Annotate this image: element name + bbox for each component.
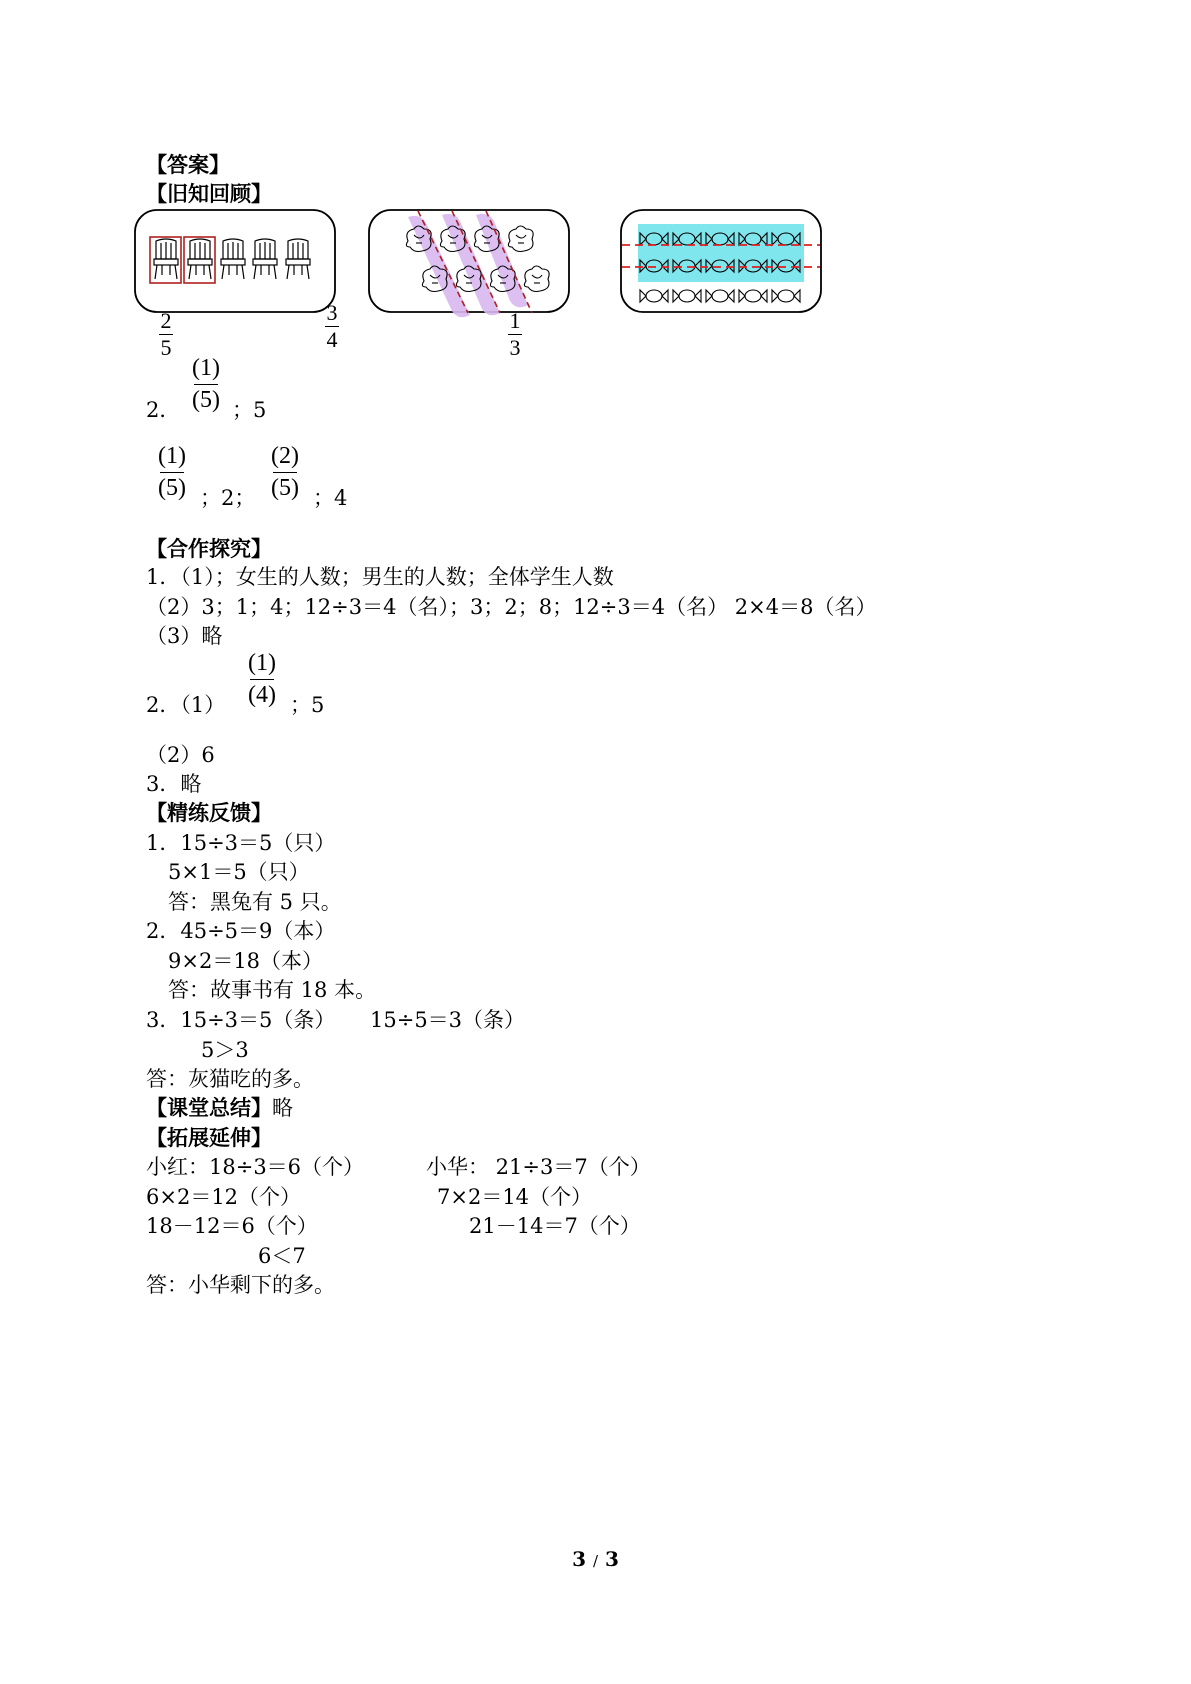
- explore-line-3: （3）略: [146, 624, 223, 648]
- heading-summary: 【课堂总结】: [146, 1096, 272, 1120]
- page-total: 3: [605, 1547, 619, 1571]
- practice-line: 15÷5＝3（条）: [370, 1008, 526, 1032]
- explore-line-4-fraction: (1) (4): [248, 650, 276, 708]
- extend-left-3: 18－12＝6（个）: [146, 1214, 318, 1238]
- heading-extend: 【拓展延伸】: [146, 1126, 272, 1150]
- practice-line: 5×1＝5（只）: [168, 860, 310, 884]
- review-q2b-fraction-2: (2) (5): [271, 443, 299, 501]
- extend-compare: 6＜7: [258, 1244, 306, 1268]
- review-q2b-fraction-1: (1) (5): [158, 443, 186, 501]
- practice-line: 1．15÷3＝5（只）: [146, 831, 336, 855]
- review-q2-fraction: (1) (5): [192, 355, 220, 413]
- practice-line: 答：故事书有 18 本。: [168, 978, 377, 1002]
- fraction-chairs-remaining: 3 4: [326, 300, 338, 352]
- practice-line: 2．45÷5＝9（本）: [146, 919, 336, 943]
- review-q2b-tail: ；4: [313, 486, 348, 510]
- fraction-chairs: 2 5: [160, 308, 172, 360]
- heading-answer: 【答案】: [146, 153, 230, 177]
- review-q2b-mid: ；2；: [200, 486, 256, 510]
- summary-tail: 略: [272, 1096, 293, 1120]
- review-q2-prefix: 2．: [146, 398, 181, 422]
- extend-right-2: 7×2＝14（个）: [437, 1185, 593, 1209]
- explore-line-2: （2）3；1；4；12÷3＝4（名）；3；2；8；12÷3＝4（名） 2×4＝8（名）: [146, 595, 877, 619]
- heading-practice: 【精练反馈】: [146, 801, 272, 825]
- heading-review: 【旧知回顾】: [146, 182, 272, 206]
- explore-line-5: （2）6: [146, 743, 215, 767]
- extend-left-1: 小红：18÷3＝6（个）: [146, 1155, 365, 1179]
- fraction-cabbages: 1 3: [509, 308, 521, 360]
- review-q2-tail: ；5: [232, 398, 267, 422]
- cabbages-figure: [368, 209, 570, 313]
- explore-line-6: 3．略: [146, 772, 202, 796]
- practice-line: 答：黑兔有 5 只。: [168, 890, 342, 914]
- explore-line-4-tail: ；5: [290, 693, 325, 717]
- heading-explore: 【合作探究】: [146, 537, 272, 561]
- chairs-figure: [134, 209, 336, 313]
- extend-right-3: 21－14＝7（个）: [469, 1214, 641, 1238]
- extend-answer: 答：小华剩下的多。: [146, 1273, 335, 1297]
- practice-line: 9×2＝18（本）: [168, 949, 324, 973]
- summary-line: [146, 1094, 293, 1122]
- candies-figure: [620, 209, 822, 313]
- page-current: 3: [572, 1547, 586, 1571]
- explore-line-4-prefix: 2．（1）: [146, 693, 226, 717]
- extend-right-1: 小华： 21÷3＝7（个）: [426, 1155, 651, 1179]
- page-separator: /: [592, 1552, 599, 1570]
- practice-line: 答：灰猫吃的多。: [146, 1067, 314, 1091]
- explore-line-1: 1．（1）；女生的人数；男生的人数；全体学生人数: [146, 565, 614, 589]
- practice-line: 3．15÷3＝5（条）: [146, 1008, 336, 1032]
- extend-left-2: 6×2＝12（个）: [146, 1185, 302, 1209]
- page-number: [0, 1547, 1191, 1571]
- practice-line: 5＞3: [201, 1038, 249, 1062]
